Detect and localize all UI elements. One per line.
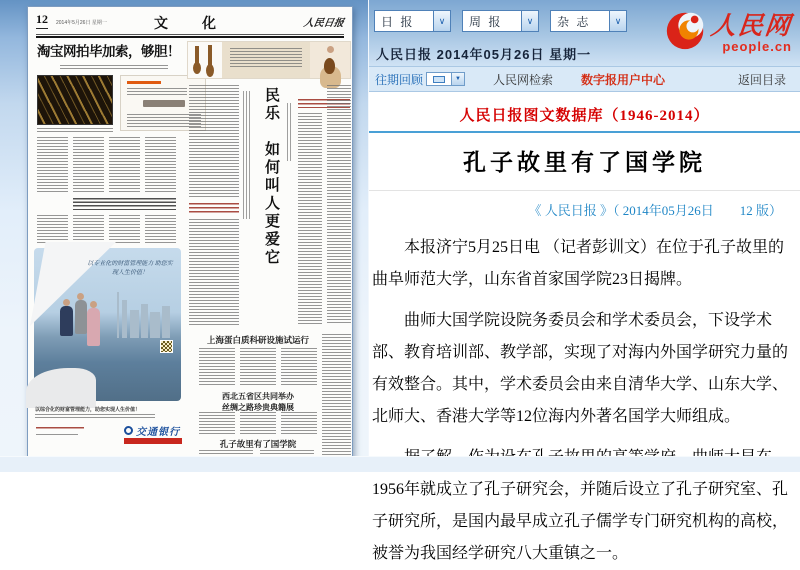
ad-slogan: 以专业化的财富管理能力 助您实现人生价值！ bbox=[87, 261, 173, 276]
back-to-contents-link[interactable]: 返回目录 bbox=[737, 72, 786, 87]
person-figure bbox=[60, 306, 73, 336]
date-picker-dropdown-button[interactable]: ▼ bbox=[452, 72, 465, 86]
skyline-tower bbox=[122, 300, 127, 338]
dropdown-daily-label: 日 报 bbox=[381, 14, 415, 29]
text-column-placeholder bbox=[199, 348, 235, 386]
sail-shape bbox=[30, 242, 116, 326]
text-column-placeholder bbox=[240, 412, 276, 434]
article-content bbox=[369, 92, 800, 562]
article-source: 《 人民日报 》（ 2014年05月26日 12 版） bbox=[528, 203, 782, 218]
chevron-down-icon[interactable]: ∨ bbox=[433, 11, 450, 31]
vertical-byline-placeholder bbox=[287, 103, 293, 161]
bank-logo bbox=[124, 423, 180, 438]
picasso-artwork-image bbox=[37, 75, 113, 125]
panel-header bbox=[369, 0, 800, 66]
headline-line-2: 丝绸之路珍贵典籍展 bbox=[222, 403, 294, 412]
dropdown-weekly[interactable] bbox=[462, 10, 539, 32]
red-subhead-placeholder bbox=[189, 203, 239, 213]
caption-placeholder bbox=[37, 128, 113, 133]
publication-dropdowns bbox=[374, 10, 627, 32]
logo-globe-icon bbox=[663, 7, 709, 53]
text-column-placeholder bbox=[298, 113, 322, 325]
dropdown-weekly-label: 周 报 bbox=[469, 14, 503, 29]
subhead-placeholder bbox=[73, 198, 176, 210]
article-headline-confucius[interactable]: 孔子故里有了国学院 bbox=[219, 439, 297, 449]
text-column-placeholder bbox=[73, 215, 104, 245]
issue-date-line: 人民日报 2014年05月26日 星期一 bbox=[376, 47, 592, 62]
dropdown-magazine-label: 杂 志 bbox=[557, 14, 591, 29]
section-title: 文 化 bbox=[154, 15, 226, 31]
digital-user-center-link[interactable]: 数字报用户中心 bbox=[581, 72, 666, 87]
person-head bbox=[90, 301, 97, 308]
ad-caption: 以综合化的财富管理能力，助您实现人生价值！ bbox=[35, 407, 141, 413]
masthead-logo: 人民日报 bbox=[302, 18, 345, 29]
header-rule-thick bbox=[36, 36, 344, 38]
person-head bbox=[77, 293, 84, 300]
text-column-placeholder bbox=[37, 137, 68, 192]
logo-name: 人民网 bbox=[709, 13, 794, 40]
text-column-placeholder bbox=[73, 137, 104, 192]
text-column-placeholder bbox=[199, 412, 235, 434]
text-column-placeholder bbox=[189, 85, 239, 197]
pipa-player-image bbox=[310, 42, 350, 78]
micro-text-block bbox=[35, 414, 155, 419]
paragraph: 本报济宁5月25日电 （记者彭训文）在位于孔子故里的曲阜师范大学，山东省首家国学院23日揭牌。 bbox=[372, 239, 785, 288]
qr-code-icon bbox=[160, 340, 173, 353]
dropdown-daily[interactable] bbox=[374, 10, 451, 32]
page-date: 2014年5月26日 星期一 bbox=[56, 20, 107, 26]
blue-rule bbox=[369, 131, 800, 133]
vertical-subtitle-placeholder bbox=[243, 91, 251, 219]
byline-placeholder bbox=[60, 65, 168, 69]
bank-ring-icon bbox=[124, 426, 133, 435]
banner-text-box bbox=[222, 42, 310, 78]
pearl-tower-spire bbox=[117, 292, 119, 338]
paragraph: 1956年就成立了孔子研究会，并随后设立了孔子研究室、孔子研究所，是国内最早成立孔子儒学专门研究机构的高校，被誉为我国经学研究八大重镇之一。 bbox=[372, 481, 789, 562]
ad-url-placeholder bbox=[36, 434, 78, 437]
article-body bbox=[369, 232, 800, 570]
text-column-placeholder bbox=[145, 137, 176, 192]
bank-ad-photo bbox=[34, 248, 181, 401]
newspaper-page-thumbnail bbox=[27, 6, 353, 458]
text-column-placeholder bbox=[145, 215, 176, 245]
logo-domain: people.cn bbox=[722, 39, 792, 54]
text-column-placeholder bbox=[322, 334, 351, 456]
reader-panel bbox=[368, 0, 800, 562]
dropdown-magazine[interactable] bbox=[550, 10, 627, 32]
person-head bbox=[63, 299, 70, 306]
text-column-placeholder bbox=[327, 85, 351, 325]
date-picker-field[interactable] bbox=[426, 72, 452, 86]
text-column-placeholder bbox=[281, 412, 317, 434]
skyline-building bbox=[130, 310, 139, 338]
panel-navbar bbox=[369, 66, 800, 92]
page-number: 12 bbox=[36, 12, 48, 29]
person-figure bbox=[87, 308, 100, 346]
skyline-building bbox=[162, 306, 170, 338]
person-figure bbox=[75, 300, 87, 334]
calendar-icon bbox=[433, 76, 445, 83]
back-issues-link[interactable]: 往期回顾 bbox=[375, 72, 424, 87]
text-column-placeholder bbox=[109, 137, 140, 192]
footer-bar bbox=[0, 456, 800, 472]
bank-red-banner bbox=[124, 438, 182, 444]
micro-text-block bbox=[127, 88, 187, 96]
text-column-placeholder bbox=[37, 215, 68, 245]
article-title: 孔子故里有了国学院 bbox=[463, 150, 706, 175]
ad-contact-placeholder bbox=[36, 427, 84, 431]
text-column-placeholder bbox=[109, 215, 140, 245]
chevron-down-icon[interactable]: ∨ bbox=[521, 11, 538, 31]
paragraph: 曲师大国学院设院务委员会和学术委员会，下设学术部、教育培训部、教学部，实现了对海内外国学研究力量的有效整合。其中，学术委员会由来自清华大学、山东大学、北师大、香港大学等12位海内外著名国学大师组成。 bbox=[372, 312, 789, 425]
headline-line-1: 西北五省区共同举办 bbox=[222, 392, 294, 401]
instruments-banner-image bbox=[187, 41, 351, 79]
gray-rule bbox=[369, 190, 800, 191]
logo-text bbox=[711, 6, 792, 54]
article-headline-taobao[interactable]: 淘宝网拍毕加索，够胆！ bbox=[37, 44, 180, 59]
people-cn-logo[interactable] bbox=[663, 6, 792, 54]
issue-date-picker bbox=[426, 72, 465, 86]
auction-button-shape bbox=[143, 100, 185, 107]
article-headline-northwest[interactable] bbox=[214, 391, 302, 413]
text-column-placeholder bbox=[240, 348, 276, 386]
skyline-building bbox=[141, 304, 148, 338]
text-column-placeholder bbox=[189, 219, 239, 325]
skyline-building bbox=[150, 312, 160, 338]
hanging-instruments-image bbox=[188, 42, 222, 78]
article-headline-folk-music[interactable]: 民乐 如何叫人更爱它 bbox=[263, 87, 280, 267]
people-search-link[interactable]: 人民网检索 bbox=[493, 72, 554, 87]
article-headline-shanghai[interactable]: 上海蛋白质科研设施试运行 bbox=[206, 335, 309, 345]
boat-shape bbox=[26, 368, 96, 408]
text-column-placeholder bbox=[281, 348, 317, 386]
database-title: 人民日报图文数据库（1946-2014） bbox=[459, 108, 710, 124]
chevron-down-icon[interactable]: ∨ bbox=[609, 11, 626, 31]
bank-name: 交通银行 bbox=[136, 427, 180, 438]
header-rule bbox=[36, 34, 344, 35]
micro-text-block bbox=[230, 48, 302, 68]
auction-price-bar bbox=[127, 81, 161, 84]
